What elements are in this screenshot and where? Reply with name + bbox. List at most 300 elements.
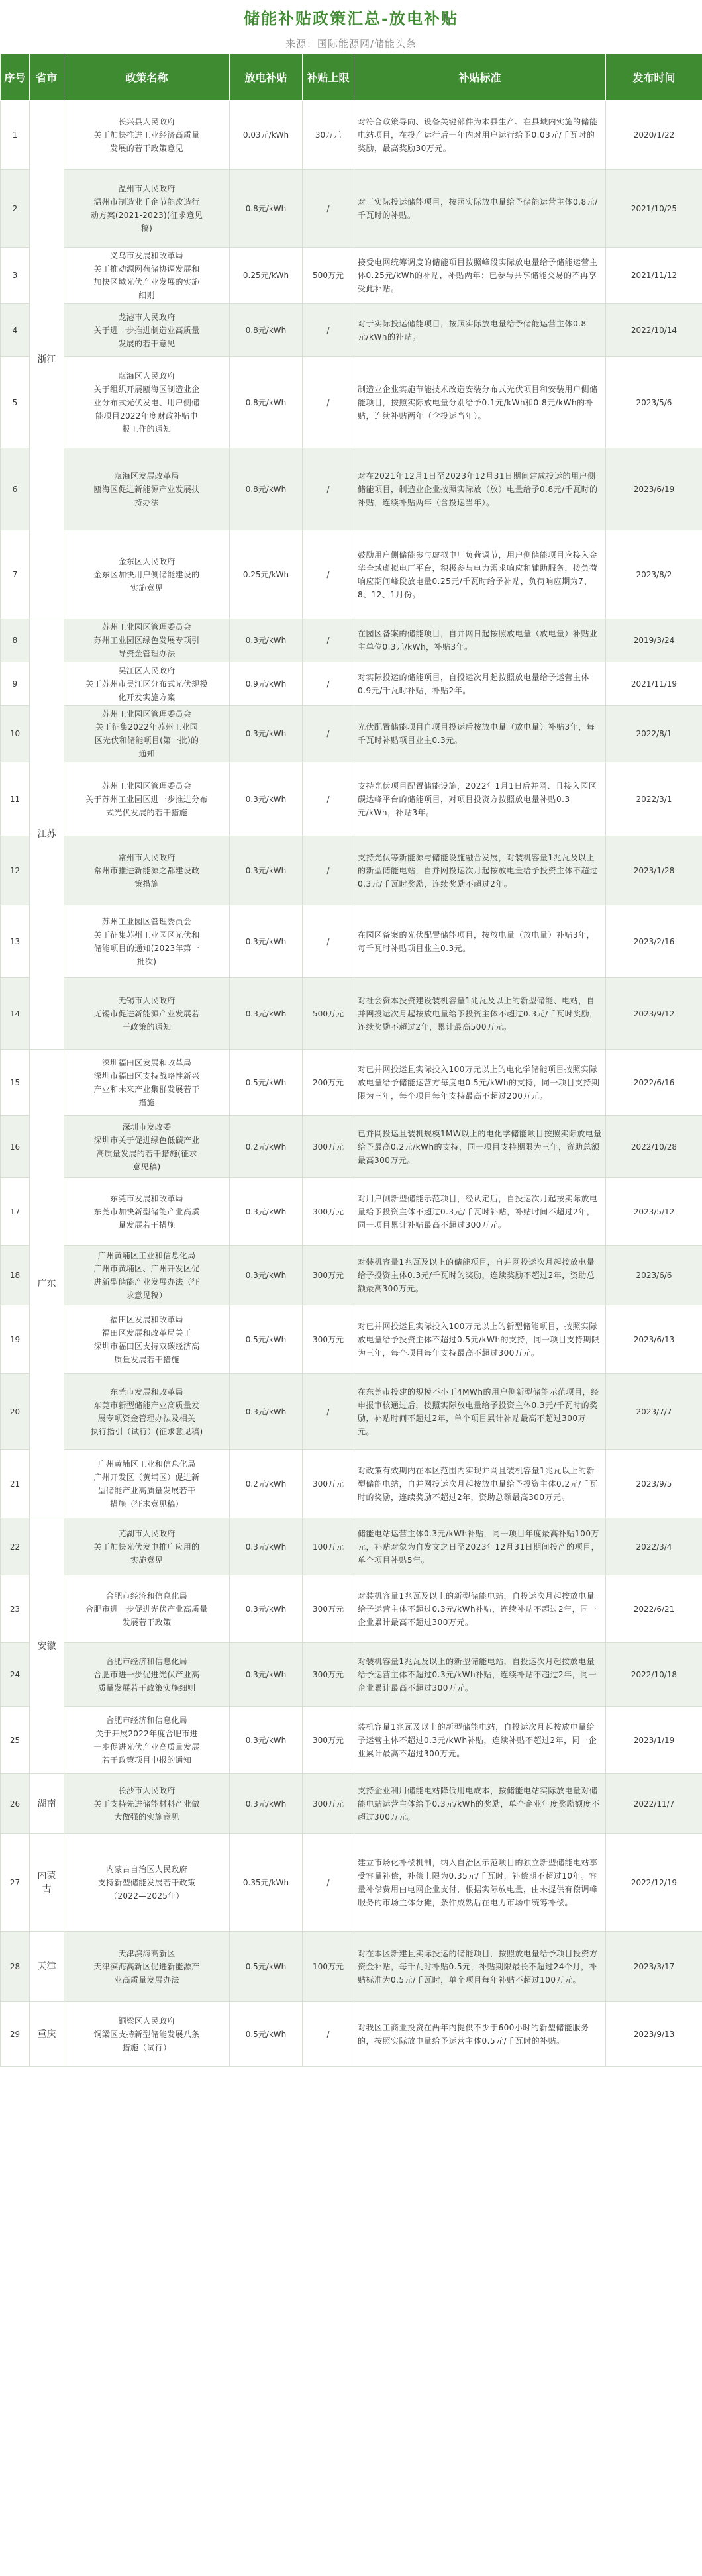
policy-line: 实施意见	[130, 1555, 164, 1565]
cell-standard: 在园区备案的储能项目，自并网日起按照放电量（放电量）补贴业主单位0.3元/kWh，补贴3年。	[354, 619, 606, 662]
policy-line: 关于开展2022年度合肥市进	[95, 1728, 198, 1738]
policy-line: 执行指引（试行）(征求意见稿)	[90, 1426, 203, 1436]
policy-line: 东莞市加快新型储能产业高质	[93, 1207, 200, 1216]
policy-line: 大做强的实施意见	[114, 1812, 179, 1822]
cell-subsidy: 0.25元/kWh	[230, 248, 303, 304]
policy-line: 措施（征求意见稿）	[110, 1499, 183, 1509]
policy-line: 质量发展若干政策实施细则	[97, 1683, 196, 1693]
cell-date: 2023/7/7	[606, 1374, 702, 1450]
policy-line: 天津滨海高新区	[118, 1948, 176, 1958]
cell-no: 22	[1, 1518, 30, 1575]
table-row	[1, 304, 702, 357]
policy-line: 意见稿)	[132, 1162, 161, 1171]
cell-subsidy: 0.3元/kWh	[230, 1707, 303, 1774]
cell-subsidy: 0.3元/kWh	[230, 706, 303, 762]
table-row	[1, 448, 702, 530]
policy-line: 苏州工业园区管理委员会	[101, 622, 192, 632]
policy-line: 关于进一步推进制造业高质量	[93, 325, 200, 335]
cell-subsidy: 0.3元/kWh	[230, 1178, 303, 1246]
cell-standard: 对政策有效期内在本区范围内实现并网且装机容量1兆瓦以上的新型储能电站，自并网投运次月起按放电量给予投资主体0.2元/千瓦时的奖励，连续奖励不超过2年，资助总额最高300万元。	[354, 1450, 606, 1518]
cell-standard: 接受电网统筹调度的储能项目按照峰段实际放电量给予储能运营主体0.25元/kWh的补贴，补贴两年；已参与共享储能交易的不再享受此补贴。	[354, 248, 606, 304]
policy-line: 合肥市进一步促进光伏产业高	[93, 1669, 200, 1679]
cell-cap: /	[303, 304, 354, 357]
cell-cap: 300万元	[303, 1575, 354, 1643]
cell-no: 17	[1, 1178, 30, 1246]
cell-standard: 支持光伏项目配置储能设施，2022年1月1日后并网、且接入园区碳达峰平台的储能项目，对项目投资方按照放电量补贴0.3元/kWh，补贴3年。	[354, 762, 606, 836]
cell-date: 2023/5/6	[606, 357, 702, 448]
policy-line: 无锡市人民政府	[118, 995, 176, 1005]
cell-subsidy: 0.5元/kWh	[230, 1932, 303, 2002]
cell-cap: /	[303, 448, 354, 530]
cell-date: 2022/6/16	[606, 1050, 702, 1116]
table-row	[1, 1305, 702, 1374]
cell-policy	[64, 1932, 230, 2002]
policy-line: 广州市黄埔区、广州开发区促	[93, 1263, 200, 1273]
cell-policy	[64, 304, 230, 357]
policy-line: 广州黄埔区工业和信息化局	[97, 1250, 196, 1260]
cell-no: 18	[1, 1246, 30, 1305]
table-row	[1, 1643, 702, 1707]
cell-date: 2022/10/18	[606, 1643, 702, 1707]
cell-policy	[64, 448, 230, 530]
cell-policy	[64, 1834, 230, 1932]
cell-standard: 制造业企业实施节能技术改造安装分布式光伏项目和安装用户侧储能项目，按照实际放电量分别给予0.1元/kWh和0.8元/kWh的补贴，连续补贴两年（含投运当年）。	[354, 357, 606, 448]
cell-cap: 300万元	[303, 1305, 354, 1374]
cell-policy	[64, 706, 230, 762]
cell-policy	[64, 1643, 230, 1707]
header-policy: 政策名称	[64, 54, 230, 101]
table-row	[1, 248, 702, 304]
cell-standard: 对在2021年12月1日至2023年12月31日期间建成投运的用户侧储能项目，制造业企业按照实际放（放）电量给予0.8元/千瓦时的补贴，连续补贴两年（含投运当年）。	[354, 448, 606, 530]
cell-policy	[64, 2002, 230, 2067]
policy-line: 措施	[138, 1097, 155, 1107]
policy-line: 进新型储能产业发展办法（征	[93, 1277, 200, 1287]
policy-line: 温州市制造业千企节能改造行	[93, 197, 200, 207]
policy-line: 措施（试行）	[122, 2042, 172, 2052]
policy-line: 合肥市进一步促进光伏产业高质量	[85, 1604, 208, 1614]
cell-no: 4	[1, 304, 30, 357]
policy-line: 支持新型储能发展若干政策	[97, 1877, 196, 1887]
cell-policy	[64, 762, 230, 836]
cell-cap: 30万元	[303, 101, 354, 170]
policy-line: 合肥市经济和信息化局	[105, 1591, 187, 1601]
policy-line: 深圳福田区发展和改革局	[101, 1058, 192, 1067]
policy-line: 吴江区人民政府	[118, 666, 176, 675]
cell-policy	[64, 1116, 230, 1178]
policy-line: 广州黄埔区工业和信息化局	[97, 1459, 196, 1469]
header-standard: 补贴标准	[354, 54, 606, 101]
table-row	[1, 357, 702, 448]
cell-no: 6	[1, 448, 30, 530]
cell-province: 湖南	[30, 1774, 64, 1834]
table-body	[1, 101, 702, 2067]
cell-subsidy: 0.9元/kWh	[230, 662, 303, 706]
policy-line: 温州市人民政府	[118, 183, 176, 193]
cell-cap: 300万元	[303, 1116, 354, 1178]
policy-line: 业分布式光伏发电、用户侧储	[93, 397, 200, 407]
cell-standard: 对我区工商业投资在两年内提供不少于600小时的新型储能服务的，按照实际放电量给予运营主体0.5元/千瓦时的补贴。	[354, 2002, 606, 2067]
policy-line: 型储能产业高质量发展若干	[97, 1485, 196, 1495]
policy-line: 苏州工业园区绿色发展专项引	[93, 636, 200, 645]
cell-standard: 对社会资本投资建设装机容量1兆瓦及以上的新型储能、电站，自并网投运次月起按放电量给予投资主体不超过0.3元/千瓦时奖励，连续奖励不超过2年，累计最高500万元。	[354, 978, 606, 1050]
cell-cap: 300万元	[303, 1643, 354, 1707]
cell-province: 江苏	[30, 619, 64, 1050]
cell-policy	[64, 170, 230, 248]
cell-province: 天津	[30, 1932, 64, 2002]
policy-line: 瓯海区发展改革局	[114, 471, 179, 481]
policy-line: 动方案(2021-2023)(征求意见	[90, 210, 203, 220]
policy-line: 质量发展若干措施	[114, 1354, 179, 1364]
cell-standard: 对已并网投运且实际投入100万元以上的电化学储能项目按照实际放电量给予储能运营方每度电0.5元/kWh的支持，同一项目支持期限为三年，每个项目每年支持最高不超过200万元。	[354, 1050, 606, 1116]
cell-date: 2023/9/13	[606, 2002, 702, 2067]
cell-no: 26	[1, 1774, 30, 1834]
cell-policy	[64, 357, 230, 448]
cell-date: 2023/9/5	[606, 1450, 702, 1518]
policy-line: 长沙市人民政府	[118, 1785, 176, 1795]
cell-policy	[64, 1050, 230, 1116]
cell-date: 2023/5/12	[606, 1178, 702, 1246]
cell-subsidy: 0.5元/kWh	[230, 2002, 303, 2067]
cell-cap: 300万元	[303, 1707, 354, 1774]
table-row	[1, 1178, 702, 1246]
cell-cap: /	[303, 905, 354, 978]
table-row	[1, 1374, 702, 1450]
cell-date: 2020/1/22	[606, 101, 702, 170]
cell-policy	[64, 905, 230, 978]
policy-line: （2022—2025年）	[109, 1891, 184, 1901]
policy-line: 金东区人民政府	[118, 556, 176, 566]
cell-cap: 200万元	[303, 1050, 354, 1116]
policy-line: 求意见稿）	[126, 1290, 168, 1300]
policy-line: 广州开发区（黄埔区）促进新	[93, 1472, 200, 1482]
policy-line: 常州市推进新能源之都建设政	[93, 866, 200, 875]
policy-line: 导资金管理办法	[118, 649, 176, 658]
cell-subsidy: 0.3元/kWh	[230, 836, 303, 905]
cell-date: 2022/12/19	[606, 1834, 702, 1932]
cell-subsidy: 0.3元/kWh	[230, 762, 303, 836]
policy-line: 无锡市促进新能源产业发展若	[93, 1009, 200, 1018]
policy-line: 苏州工业园区管理委员会	[101, 916, 192, 926]
policy-line: 策措施	[134, 879, 159, 889]
cell-subsidy: 0.5元/kWh	[230, 1305, 303, 1374]
cell-subsidy: 0.3元/kWh	[230, 1518, 303, 1575]
policy-line: 深圳市福田区支持双碳经济高	[93, 1341, 200, 1351]
table-row	[1, 1834, 702, 1932]
cell-policy	[64, 530, 230, 619]
cell-cap: /	[303, 662, 354, 706]
cell-no: 8	[1, 619, 30, 662]
cell-subsidy: 0.3元/kWh	[230, 905, 303, 978]
cell-policy	[64, 619, 230, 662]
policy-line: 瓯海区促进新能源产业发展扶	[93, 484, 200, 494]
table-row	[1, 170, 702, 248]
cell-date: 2022/10/28	[606, 1116, 702, 1178]
cell-standard: 已并网投运且装机规模1MW以上的电化学储能项目按照实际放电量给予最高0.2元/kWh的支持，同一项目支持期限为三年，资助总额最高300万元。	[354, 1116, 606, 1178]
cell-no: 15	[1, 1050, 30, 1116]
policy-line: 芜湖市人民政府	[118, 1528, 176, 1538]
cell-standard: 建立市场化补偿机制，纳入自治区示范项目的独立新型储能电站享受容量补偿，补偿上限为0.35元/千瓦时，补偿期不超过10年。容量补偿费用由电网企业支付，根据实际放电量，由未提供有偿调峰服务的市场主体分摊，条件成熟后在电力市场中统筹补偿。	[354, 1834, 606, 1932]
policy-line: 细则	[138, 291, 155, 300]
source-note: 来源：国际能源网/储能头条	[285, 37, 417, 50]
cell-policy	[64, 1178, 230, 1246]
cell-no: 21	[1, 1450, 30, 1518]
header-no: 序号	[1, 54, 30, 101]
cell-standard: 支持企业利用储能电站降低用电成本，按储能电站实际放电量对储能电站运营主体给予0.3元/kWh的奖励，单个企业年度奖励额度不超过300万元。	[354, 1774, 606, 1834]
policy-line: 关于征集苏州工业园区光伏和	[93, 930, 200, 940]
policy-line: 关于加快光伏发电推广应用的	[93, 1542, 200, 1552]
cell-policy	[64, 1774, 230, 1834]
cell-subsidy: 0.2元/kWh	[230, 1450, 303, 1518]
header-date: 发布时间	[606, 54, 702, 101]
cell-no: 28	[1, 1932, 30, 2002]
policy-line: 干政策的通知	[122, 1022, 172, 1032]
cell-standard: 对在本区新建且实际投运的储能项目，按照放电量给予项目投资方资金补贴，每千瓦时补贴0.5元，补贴期限最长不超过24个月，补贴标准为0.5元/千瓦时，单个项目每年补贴不超过100万元。	[354, 1932, 606, 2002]
cell-cap: 500万元	[303, 978, 354, 1050]
cell-date: 2023/1/28	[606, 836, 702, 905]
policy-line: 展专项资金管理办法及相关	[97, 1413, 196, 1423]
cell-standard: 对实际投运的储能项目，自投运次月起按照放电量给予运营主体0.9元/千瓦时补贴，补贴2年。	[354, 662, 606, 706]
cell-policy	[64, 1374, 230, 1450]
cell-no: 16	[1, 1116, 30, 1178]
cell-subsidy: 0.2元/kWh	[230, 1116, 303, 1178]
table-row	[1, 706, 702, 762]
cell-date: 2022/11/7	[606, 1774, 702, 1834]
cell-no: 25	[1, 1707, 30, 1774]
table-row	[1, 1450, 702, 1518]
cell-date: 2022/8/1	[606, 706, 702, 762]
table-row	[1, 1116, 702, 1178]
cell-no: 1	[1, 101, 30, 170]
cell-date: 2023/8/2	[606, 530, 702, 619]
policy-line: 化开发实施方案	[118, 692, 176, 702]
policy-line: 福田区发展和改革局关于	[101, 1328, 192, 1338]
cell-cap: /	[303, 619, 354, 662]
table-row	[1, 662, 702, 706]
table-row	[1, 2002, 702, 2067]
cell-province: 广东	[30, 1050, 64, 1518]
cell-no: 9	[1, 662, 30, 706]
cell-policy	[64, 1518, 230, 1575]
policy-line: 实施意见	[130, 583, 164, 593]
policy-line: 区光伏和储能项目(第一批)的	[94, 736, 199, 745]
table-row	[1, 1518, 702, 1575]
cell-subsidy: 0.5元/kWh	[230, 1050, 303, 1116]
policy-line: 金东区加快用户侧储能建设的	[93, 570, 200, 579]
table-row	[1, 1050, 702, 1116]
cell-date: 2023/9/12	[606, 978, 702, 1050]
cell-no: 11	[1, 762, 30, 836]
policy-line: 报工作的通知	[122, 424, 172, 434]
policy-line: 深圳市关于促进绿色低碳产业	[93, 1135, 200, 1145]
cell-date: 2022/3/1	[606, 762, 702, 836]
cell-standard: 在东莞市投建的规模不小于4MWh的用户侧新型储能示范项目，经申报审核通过后，按照实际放电量给予投资主体0.3元/千瓦时的奖励，补贴时间不超过2年，单个项目累计补贴最高不超过300万元。	[354, 1374, 606, 1450]
policy-line: 高质量发展的若干措施(征求	[96, 1148, 197, 1158]
policy-line: 发展的若干意见	[118, 338, 176, 348]
policy-line: 若干政策项目申报的通知	[101, 1755, 192, 1765]
cell-province: 安徽	[30, 1518, 64, 1774]
table-header-row	[1, 54, 702, 101]
cell-policy	[64, 1450, 230, 1518]
cell-no: 12	[1, 836, 30, 905]
policy-line: 福田区发展和改革局	[110, 1314, 183, 1324]
cell-no: 5	[1, 357, 30, 448]
cell-cap: 300万元	[303, 1178, 354, 1246]
cell-policy	[64, 1707, 230, 1774]
policy-line: 业高质量发展办法	[114, 1975, 179, 1985]
policy-line: 深圳市发改委	[122, 1122, 172, 1132]
header-cap: 补贴上限	[303, 54, 354, 101]
cell-policy	[64, 978, 230, 1050]
table-row	[1, 101, 702, 170]
policy-line: 深圳市福田区支持战略性新兴	[93, 1071, 200, 1081]
cell-subsidy: 0.3元/kWh	[230, 619, 303, 662]
cell-date: 2023/1/19	[606, 1707, 702, 1774]
policy-line: 苏州工业园区管理委员会	[101, 781, 192, 791]
policy-line: 东莞市新型储能产业高质量发	[93, 1400, 200, 1410]
table-row	[1, 619, 702, 662]
policy-table	[0, 53, 702, 2067]
policy-line: 通知	[138, 749, 155, 758]
policy-line: 苏州工业园区管理委员会	[101, 709, 192, 718]
cell-standard: 光伏配置储能项目自项目投运后按放电量（放电量）补贴3年，每千瓦时补贴项目业主0.3元。	[354, 706, 606, 762]
cell-policy	[64, 248, 230, 304]
cell-standard: 对装机容量1兆瓦及以上的新型储能电站，自投运次月起按放电量给予运营主体不超过0.3元/kWh补贴，连续补贴不超过2年，同一企业累计最高不超过300万元。	[354, 1575, 606, 1643]
cell-standard: 对符合政策导向、设备关键部件为本县生产、在县域内实施的储能电站项目，在投产运行后一年内对用户运行给予0.03元/千瓦时的奖励，最高奖励30万元。	[354, 101, 606, 170]
cell-subsidy: 0.8元/kWh	[230, 170, 303, 248]
cell-no: 24	[1, 1643, 30, 1707]
cell-no: 27	[1, 1834, 30, 1932]
cell-cap: /	[303, 762, 354, 836]
cell-policy	[64, 101, 230, 170]
cell-date: 2021/10/25	[606, 170, 702, 248]
policy-line: 东莞市发展和改革局	[110, 1193, 183, 1203]
cell-subsidy: 0.8元/kWh	[230, 357, 303, 448]
policy-line: 天津滨海高新区促进新能源产	[93, 1961, 200, 1971]
policy-line: 批次)	[136, 956, 157, 966]
cell-standard: 对装机容量1兆瓦及以上的新型储能电站，自投运次月起按放电量给予运营主体不超过0.3元/kWh补贴，连续补贴不超过2年，同一企业累计最高不超过300万元。	[354, 1643, 606, 1707]
cell-standard: 在园区备案的光伏配置储能项目，按放电量（放电量）补贴3年，每千瓦时补贴项目业主0.3元。	[354, 905, 606, 978]
policy-line: 关于支持先进储能材料产业做	[93, 1799, 200, 1808]
policy-line: 式光伏发展的若干措施	[105, 807, 187, 817]
cell-policy	[64, 1305, 230, 1374]
table-row	[1, 836, 702, 905]
policy-line: 能项目2022年度财政补贴申	[95, 411, 198, 421]
cell-no: 20	[1, 1374, 30, 1450]
cell-standard: 对用户侧新型储能示范项目，经认定后，自投运次月起按实际放电量给予投资主体不超过0.3元/千瓦时补贴，补贴时间不超过2年，同一项目累计补贴最高不超过300万元。	[354, 1178, 606, 1246]
cell-no: 19	[1, 1305, 30, 1374]
cell-date: 2022/3/4	[606, 1518, 702, 1575]
table-row	[1, 1246, 702, 1305]
cell-subsidy: 0.3元/kWh	[230, 978, 303, 1050]
policy-line: 关于征集2022年苏州工业园	[95, 722, 198, 732]
policy-line: 内蒙古自治区人民政府	[105, 1864, 187, 1874]
cell-standard: 储能电站运营主体0.3元/kWh补贴，同一项目年度最高补贴100万元，补贴对象为自发文之日至2023年12月31日期间投产的项目，单个项目补贴5年。	[354, 1518, 606, 1575]
cell-cap: /	[303, 530, 354, 619]
policy-line: 东莞市发展和改革局	[110, 1387, 183, 1397]
cell-date: 2023/6/13	[606, 1305, 702, 1374]
cell-cap: 300万元	[303, 1450, 354, 1518]
cell-no: 14	[1, 978, 30, 1050]
policy-line: 一步促进光伏产业高质量发展	[93, 1742, 200, 1752]
cell-standard: 支持光伏等新能源与储能设施融合发展，对装机容量1兆瓦及以上的新型储能电站，自并网投运次月起按放电量给予投资主体不超过0.3元/千瓦时奖励，连续奖励不超过2年。	[354, 836, 606, 905]
table-row	[1, 1774, 702, 1834]
policy-line: 稿)	[140, 223, 153, 233]
policy-line: 龙港市人民政府	[118, 312, 176, 322]
cell-cap: /	[303, 2002, 354, 2067]
cell-date: 2021/11/19	[606, 662, 702, 706]
policy-line: 合肥市经济和信息化局	[105, 1656, 187, 1666]
policy-line: 关于推动源网荷储协调发展和	[93, 264, 200, 273]
cell-cap: /	[303, 1834, 354, 1932]
cell-subsidy: 0.3元/kWh	[230, 1774, 303, 1834]
cell-no: 10	[1, 706, 30, 762]
cell-date: 2022/6/21	[606, 1575, 702, 1643]
table-row	[1, 1707, 702, 1774]
policy-line: 发展的若干政策意见	[110, 143, 183, 153]
cell-province: 重庆	[30, 2002, 64, 2067]
cell-date: 2022/10/14	[606, 304, 702, 357]
policy-line: 关于苏州市吴江区分布式光伏规模	[85, 679, 208, 689]
cell-standard: 对已并网投运且实际投入100万元以上的新型储能项目，按照实际放电量给予投资主体不超过0.5元/kWh的支持，同一项目支持期限为三年，每个项目每年支持最高不超过300万元。	[354, 1305, 606, 1374]
policy-line: 铜梁区人民政府	[118, 2016, 176, 2026]
cell-subsidy: 0.8元/kWh	[230, 448, 303, 530]
cell-standard: 对于实际投运储能项目，按照实际放电量给予储能运营主体0.8元/kWh的补贴。	[354, 304, 606, 357]
cell-cap: /	[303, 170, 354, 248]
policy-line: 常州市人民政府	[118, 852, 176, 862]
table-row	[1, 1932, 702, 2002]
cell-policy	[64, 836, 230, 905]
cell-province: 内蒙古	[30, 1834, 64, 1932]
policy-line: 关于加快推进工业经济高质量	[93, 130, 200, 140]
policy-line: 发展若干政策	[122, 1617, 172, 1627]
table-row	[1, 978, 702, 1050]
cell-date: 2023/6/19	[606, 448, 702, 530]
cell-cap: 500万元	[303, 248, 354, 304]
cell-no: 3	[1, 248, 30, 304]
cell-subsidy: 0.35元/kWh	[230, 1834, 303, 1932]
policy-line: 合肥市经济和信息化局	[105, 1715, 187, 1725]
policy-line: 关于组织开展瓯海区制造业企	[93, 384, 200, 394]
cell-province: 浙江	[30, 101, 64, 619]
cell-subsidy: 0.3元/kWh	[230, 1246, 303, 1305]
cell-cap: 300万元	[303, 1774, 354, 1834]
policy-line: 瓯海区人民政府	[118, 371, 176, 381]
policy-line: 长兴县人民政府	[118, 117, 176, 126]
cell-date: 2023/2/16	[606, 905, 702, 978]
cell-no: 29	[1, 2002, 30, 2067]
cell-no: 13	[1, 905, 30, 978]
header-subsidy: 放电补贴	[230, 54, 303, 101]
cell-date: 2021/11/12	[606, 248, 702, 304]
policy-line: 铜梁区支持新型储能发展八条	[93, 2029, 200, 2039]
cell-cap: 300万元	[303, 1246, 354, 1305]
cell-date: 2023/6/6	[606, 1246, 702, 1305]
cell-standard: 对装机容量1兆瓦及以上的储能项目，自并网投运次月起按放电量给予投资主体0.3元/千瓦时的奖励，连续奖励不超过2年，资助总额最高300万元。	[354, 1246, 606, 1305]
cell-standard: 鼓励用户侧储能参与虚拟电厂负荷调节，用户侧储能项目应接入金华全域虚拟电厂平台，积极参与电力需求响应和辅助服务，按负荷响应期间峰段放电量0.25元/千瓦时给予补贴，负荷响应期为7、8、12、1月份。	[354, 530, 606, 619]
policy-line: 储能项目的通知(2023年第一	[93, 943, 200, 953]
cell-subsidy: 0.03元/kWh	[230, 101, 303, 170]
cell-policy	[64, 1246, 230, 1305]
page-title: 储能补贴政策汇总-放电补贴	[244, 8, 458, 28]
cell-cap: /	[303, 1374, 354, 1450]
cell-subsidy: 0.8元/kWh	[230, 304, 303, 357]
cell-policy	[64, 662, 230, 706]
cell-standard: 对于实际投运储能项目，按照实际放电量给予储能运营主体0.8元/千瓦时的补贴。	[354, 170, 606, 248]
cell-no: 7	[1, 530, 30, 619]
cell-subsidy: 0.3元/kWh	[230, 1374, 303, 1450]
table-row	[1, 905, 702, 978]
cell-subsidy: 0.25元/kWh	[230, 530, 303, 619]
